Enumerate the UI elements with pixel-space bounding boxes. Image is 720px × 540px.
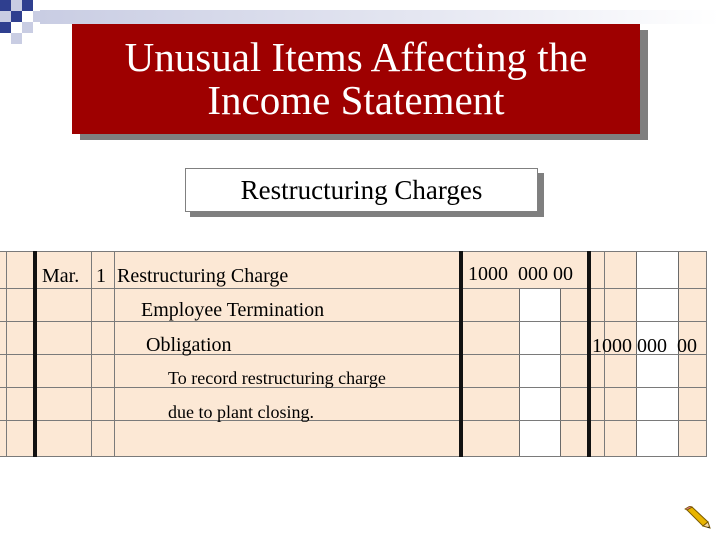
- column-divider: [6, 251, 7, 457]
- row-divider: [0, 420, 707, 421]
- slide-subtitle: Restructuring Charges: [240, 174, 483, 205]
- entry-date-day: 1: [96, 265, 106, 287]
- column-divider-thick: [459, 251, 463, 457]
- row-divider: [0, 321, 707, 322]
- credit-account-line2: Obligation: [146, 334, 232, 356]
- explanation-line1: To record restructuring charge: [168, 368, 386, 388]
- checker-decoration: [0, 0, 60, 46]
- journal-entry: [0, 251, 720, 457]
- title-box: [72, 24, 640, 134]
- debit-amount: 1000 000 00: [468, 263, 573, 285]
- column-divider-thick: [33, 251, 37, 457]
- subtitle-box: [185, 168, 538, 212]
- column-divider: [91, 251, 92, 457]
- header-gradient-band: [40, 10, 720, 24]
- credit-amount: 1000 000 00: [592, 335, 697, 357]
- row-divider: [0, 456, 707, 457]
- debit-amount-box: [519, 288, 561, 457]
- column-divider: [706, 251, 707, 457]
- entry-date-month: Mar.: [42, 265, 80, 287]
- explanation-line2: due to plant closing.: [168, 402, 314, 422]
- row-divider: [0, 251, 707, 252]
- column-divider: [114, 251, 115, 457]
- column-divider-thick: [587, 251, 591, 457]
- row-divider: [0, 288, 707, 289]
- credit-account-line1: Employee Termination: [141, 299, 325, 321]
- debit-account: Restructuring Charge: [117, 265, 289, 287]
- pencil-icon[interactable]: [684, 506, 712, 535]
- slide-title: Unusual Items Affecting the Income Statement: [124, 34, 588, 123]
